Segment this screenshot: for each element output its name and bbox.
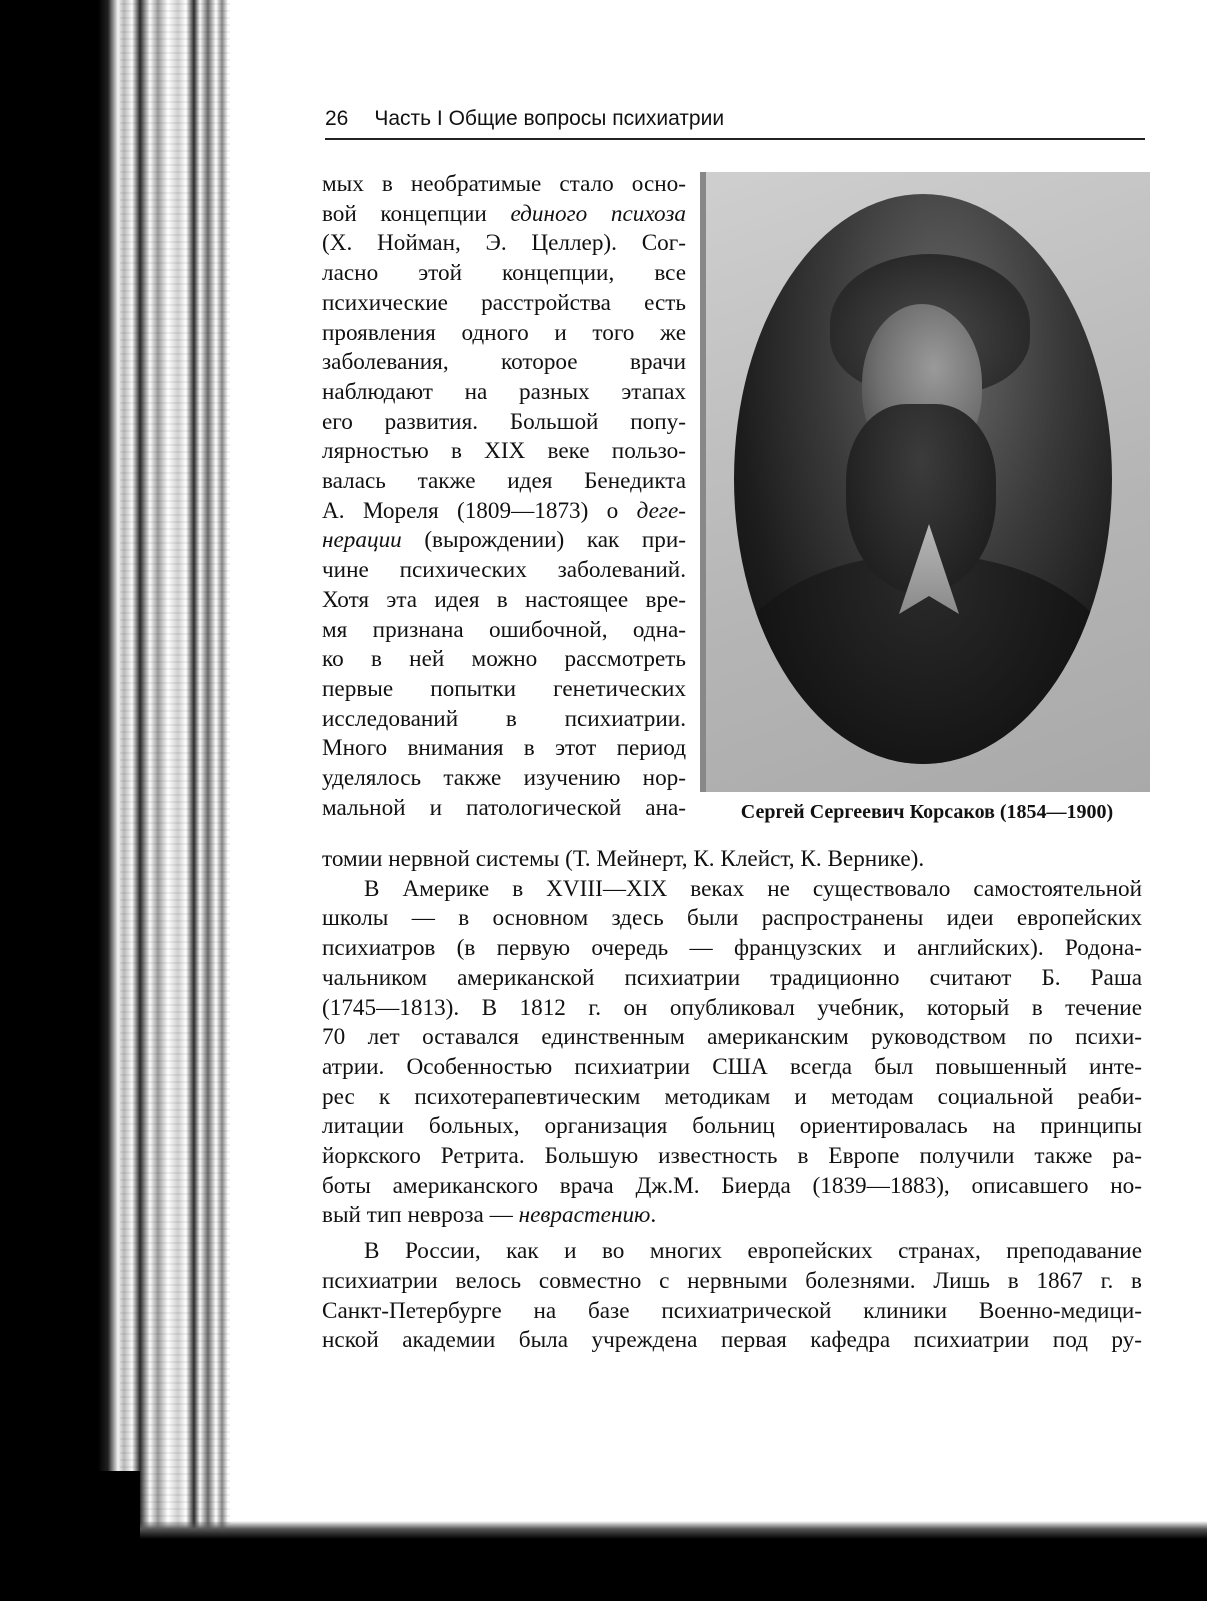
text-line: вой концепции единого психоза [322, 200, 686, 227]
text-line: В Америке в XVIII—XIX веках не существовало самостоятельной [364, 875, 1142, 902]
text-column-beside-figure [322, 170, 686, 823]
portrait-photo [734, 194, 1112, 764]
running-header [325, 104, 1145, 140]
text-line: ласно этой концепции, все [322, 260, 686, 287]
page-number: 26 [325, 107, 349, 130]
text-line: литации больных, организация больниц ориентировалась на принципы [322, 1113, 1142, 1140]
text-line: йоркского Ретрита. Большую известность в Европе получили также ра- [322, 1143, 1142, 1170]
corner-scan-shadow [0, 1471, 140, 1601]
text-line: (Х. Нойман, Э. Целлер). Сог- [322, 230, 686, 257]
text-line: его развития. Большой попу- [322, 408, 686, 435]
text-line: рес к психотерапевтическим методикам и методам социальной реаби- [322, 1083, 1142, 1110]
text-line: лярностью в XIX веке пользо- [322, 438, 686, 465]
text-line: мальной и патологической ана- [322, 794, 686, 821]
text-line: томии нервной системы (Т. Мейнерт, К. Клейст, К. Вернике). [322, 846, 925, 872]
text-line: психиатрии велось совместно с нервными болезнями. Лишь в 1867 г. в [322, 1267, 1142, 1294]
text-line: (1745—1813). В 1812 г. он опубликовал учебник, который в течение [322, 994, 1142, 1021]
section-title: Часть I Общие вопросы психиатрии [374, 107, 725, 130]
text-line: чальником американской психиатрии традиционно считают Б. Раша [322, 964, 1142, 991]
text-line: атрии. Особенностью психиатрии США всегда был повышенный инте- [322, 1053, 1142, 1080]
text-line: наблюдают на разных этапах [322, 378, 686, 405]
text-line: А. Мореля (1809—1873) о деге- [322, 497, 686, 524]
text-line: уделялось также изучению нор- [322, 765, 686, 792]
bottom-scan-shadow [0, 1521, 1207, 1601]
text-line: ко в ней можно рассмотреть [322, 646, 686, 673]
text-line: мых в необратимые стало осно- [322, 171, 686, 197]
text-line: проявления одного и того же [322, 319, 686, 346]
text-line: Санкт-Петербурге на базе психиатрической клиники Военно-медици- [322, 1297, 1142, 1324]
text-line: заболевания, которое врачи [322, 349, 686, 376]
text-line: вый тип невроза — неврастению. [322, 1202, 657, 1229]
spine-scan-noise [120, 0, 230, 1601]
text-line: психические расстройства есть [322, 289, 686, 316]
text-line: нской академии была учреждена первая кафедра психиатрии под ру- [322, 1327, 1142, 1354]
portrait-figure [700, 172, 1150, 792]
text-line: психиатров (в первую очередь — французских и английских). Родона- [322, 935, 1142, 962]
figure-caption: Сергей Сергеевич Корсаков (1854—1900) [740, 801, 1114, 823]
text-line: школы — в основном здесь были распространены идеи европейских [322, 905, 1142, 932]
text-line: исследований в психиатрии. [322, 705, 686, 732]
text-line: валась также идея Бенедикта [322, 468, 686, 495]
text-line: В России, как и во многих европейских странах, преподавание [364, 1238, 1142, 1265]
text-line: Много внимания в этот период [322, 735, 686, 762]
text-line: 70 лет оставался единственным американским руководством по психи- [322, 1024, 1142, 1051]
text-line: Хотя эта идея в настоящее вре- [322, 586, 686, 613]
text-line: чине психических заболеваний. [322, 557, 686, 584]
text-line: нерации (вырождении) как при- [322, 527, 686, 554]
text-line: мя признана ошибочной, одна- [322, 616, 686, 643]
text-line: боты американского врача Дж.М. Биерда (1839—1883), описавшего но- [322, 1172, 1142, 1199]
full-width-body-text [322, 845, 1142, 1356]
text-line: первые попытки генетических [322, 675, 686, 702]
